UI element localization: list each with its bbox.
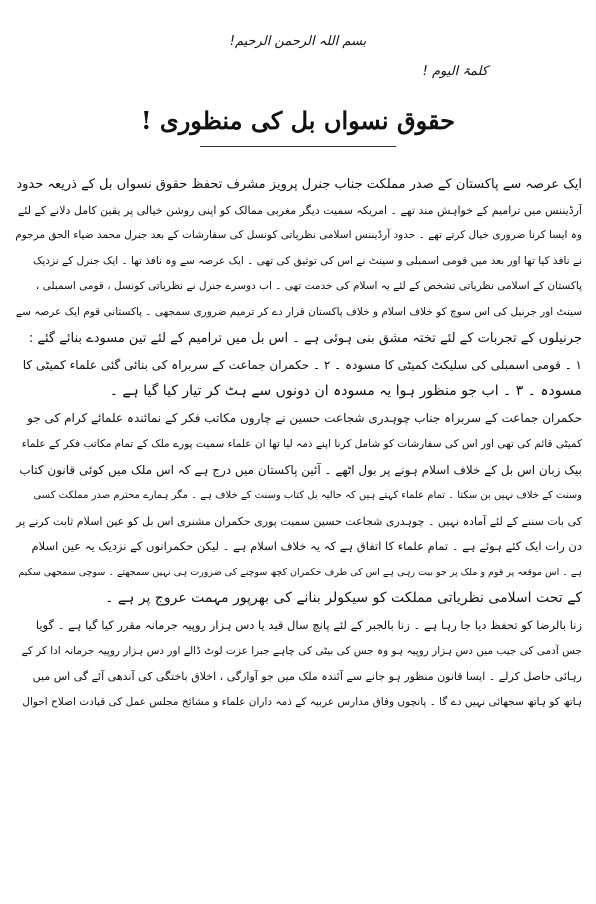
text-line: رہائی حاصل کرلے ۔ ایسا قانون منظور ہو جانے سے آئندہ ملک میں جو آوارگی ، اخلاق باختگی کی آندھی آئے گی اس میں <box>32 670 582 684</box>
text-line: ایک عرصہ سے پاکستان کے صدر مملکت جناب جنرل پرویز مشرف تحفظ حقوق نسواں بل کے ذریعہ حدود <box>16 177 582 192</box>
text-line: حکمران جماعت کے سربراہ جناب چوہدری شجاعت حسین نے چاروں مکاتب فکر کے نمائندہ علمائے کرام کی جو <box>27 411 582 426</box>
article-body <box>14 172 582 715</box>
text-line: آرڈیننس میں ترامیم کے خواہش مند تھے ۔ امریکہ سمیت دیگر مغربی ممالک کو اپنی روشن خیالی پر یقین کامل دلانے کے لئے <box>17 203 582 217</box>
column-label: کلمۃ الیوم ! <box>422 64 488 79</box>
bismillah-header: بسم اللہ الرحمن الرحیم! <box>229 34 367 49</box>
text-line: جرنیلوں کے تجربات کے لئے تختہ مشق بنی ہوئی ہے ۔ اس بل میں ترامیم کے لئے تین مسودے بنائے گئے : <box>28 330 582 346</box>
text-line: زنا بالرضا کو تحفظ دیا جا رہا ہے ۔ زنا بالجبر کے لئے پانچ سال قید یا دس ہزار روپیہ جرمانہ مقرر کیا گیا ہے ۔ گویا <box>35 618 582 633</box>
paragraph-1 <box>14 172 582 351</box>
paragraph-2 <box>14 353 582 404</box>
text-line: بیک زبان اس بل کے خلاف اسلام ہونے پر بول اٹھے ۔ آئین پاکستان میں درج ہے کہ اس ملک میں کوئی قانون کتاب <box>19 462 582 477</box>
text-line: مسودہ ۔ ۳ ۔ اب جو منظور ہوا یہ مسودہ ان دونوں سے ہٹ کر تیار کیا گیا ہے ۔ <box>109 382 582 399</box>
text-line: وہ ایسا کرنا ضروری خیال کرتے تھے ۔ حدود آرڈیننس اسلامی نظریاتی کونسل کی سفارشات کے بعد جنرل محمد ضیاء الحق مرحوم <box>15 229 582 242</box>
paragraph-4 <box>14 613 582 715</box>
text-line: پاکستان کے اسلامی نظریاتی تشخص کے لئے یہ اسلام کی خدمت تھی ۔ اب دوسرے جنرل نے نظریاتی کونسل ، قومی اسمبلی ، <box>35 280 582 293</box>
title-divider <box>200 146 396 147</box>
text-line: وسنت کے خلاف نہیں بن سکتا ۔ تمام علماء کہتے ہیں کہ حالیہ بل کتاب وسنت کے خلاف ہے ۔ مگر ہمارے محترم صدر مملکت کسی <box>33 490 582 502</box>
text-line: کے تحت اسلامی نظریاتی مملکت کو سیکولر بنانے کی بھرپور مہمت عروج پر ہے ۔ <box>105 589 582 606</box>
text-line: کمیٹی قائم کی تھی اور اس کی سفارشات کو شامل کرنا اپنے ذمہ لیا تھا ان علماء سمیت پورے ملک کے تمام مکاتب فکر کے علماء <box>21 437 582 450</box>
text-line: سینٹ اور جرنیل کی اس سوچ کو خلاف اسلام و خلاف پاکستان قرار دے کر ترمیم ضروری سمجھی ۔ پاکستانی قوم ایک عرصہ سے <box>15 305 582 318</box>
text-line: ہے ۔ اس موقعہ پر قوم و ملک پر جو بیت رہی ہے اس کی طرف حکمران کچھ سوچنے کی ضرورت ہی نہیں سمجھتے ۔ سوچی سمجھی سکیم <box>18 566 582 578</box>
text-line: جس آدمی کی جیب میں دس ہزار روپیہ ہو وہ جس کی بیٹی کی چاہے جبرا عزت لوٹ ڈالے اور دس ہزار روپیہ جرمانہ ادا کر کے <box>21 644 582 657</box>
paragraph-3 <box>14 406 582 611</box>
text-line: ۱ ۔ قومی اسمبلی کی سلیکٹ کمیٹی کا مسودہ ۔ ۲ ۔ حکمران جماعت کے سربراہ کی بنائی گئی علماء کمیٹی کا <box>22 358 582 373</box>
text-line: ہاتھ کو ہاتھ سجھائی نہیں دے گا ۔ پانچوں وفاق مدارس عربیہ کے ذمہ داران علماء و مشائخ مجلس عمل کی قیادت اصلاح احوال <box>22 695 582 708</box>
text-line: دن رات ایک کئے ہوئے ہے ۔ تمام علماء کا اتفاق ہے کہ یہ خلاف اسلام ہے ۔ لیکن حکمرانوں کے نزدیک یہ عین اسلام <box>31 539 582 554</box>
article-title: حقوق نسواں بل کی منظوری ! <box>141 106 455 135</box>
text-line: نے نافذ کیا تھا اور بعد میں قومی اسمبلی و سینٹ نے اس کی توثیق کی تھی ۔ ایک عرصہ سے وہ نافذ تھا ۔ ایک جنرل کے نزدیک <box>32 254 582 267</box>
text-line: کی بات سننے کے لئے آمادہ نہیں ۔ چوہدری شجاعت حسین سمیت پوری حکمران مشنری اس بل کو عین اسلام ثابت کرنے پر <box>16 514 582 528</box>
